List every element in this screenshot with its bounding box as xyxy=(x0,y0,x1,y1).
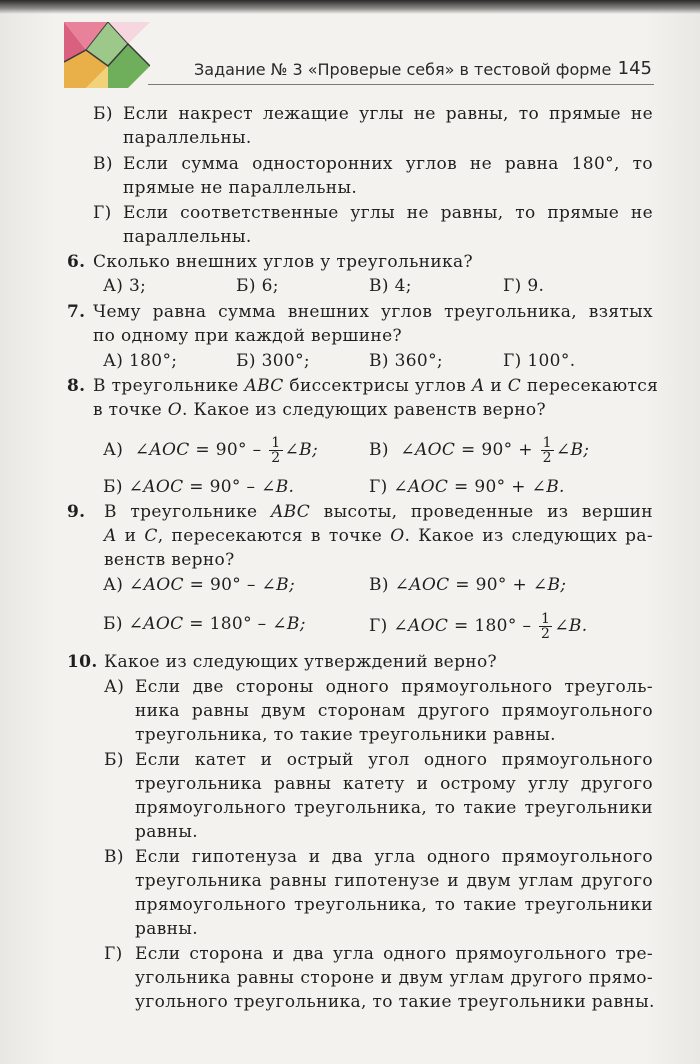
answer-option-v: В) 4; xyxy=(369,276,412,296)
option-text: угольника равны стороне и двум углам другого прямо- xyxy=(135,968,653,988)
answer-option-a: А) ∠AOC = 90° – ∠B; xyxy=(103,575,296,595)
question-number: 9. xyxy=(67,502,86,522)
answer-option-b: Б) ∠AOC = 180° – ∠B; xyxy=(103,614,306,634)
answer-option-a: А) ∠AOC = 90° – $\frac{1}{2}$ ∠B; xyxy=(103,435,319,466)
question-text: Сколько внешних углов у треугольника? xyxy=(93,252,473,272)
option-label: А) xyxy=(104,677,125,697)
section-logo-icon xyxy=(64,22,150,88)
option-text: угольного треугольника, то такие треугольники равны. xyxy=(135,992,655,1012)
answer-option-v: В) ∠AOC = 90° + ∠B; xyxy=(369,575,567,595)
option-text: Если накрест лежащие углы не равны, то прямые не xyxy=(123,104,653,124)
option-text: прямые не параллельны. xyxy=(123,178,358,198)
option-text: параллельны. xyxy=(123,128,252,148)
page-number: 145 xyxy=(617,58,652,79)
answer-option-a: А) 3; xyxy=(103,276,147,296)
fraction: $\frac{1}{2}$ xyxy=(541,611,551,642)
option-label: Б) xyxy=(104,750,124,770)
option-text: треугольника равны катету и острому углу другого xyxy=(135,774,653,794)
option-text: треугольника равны гипотенузе и двум углам другого xyxy=(135,871,653,891)
question-number: 6. xyxy=(67,252,86,272)
option-text: Если катет и острый угол одного прямоугольного xyxy=(135,750,653,770)
question-text: В треугольнике ABC высоты, проведенные из вершин xyxy=(104,502,653,522)
option-text: равны. xyxy=(135,919,198,939)
page-header xyxy=(148,58,654,85)
question-text: В треугольнике ABC биссектрисы углов A и C пересекаются xyxy=(93,376,659,396)
option-text: параллельны. xyxy=(123,227,252,247)
answer-option-v: В) 360°; xyxy=(369,351,444,371)
option-label: Б) xyxy=(93,104,113,124)
option-text: Если сумма односторонних углов не равна 180°, то xyxy=(123,154,653,174)
top-edge-shadow xyxy=(0,0,700,14)
question-text: в точке O. Какое из следующих равенств верно? xyxy=(93,400,546,420)
question-number: 7. xyxy=(67,302,86,322)
fraction: $\frac{1}{2}$ xyxy=(542,435,552,466)
answer-option-g: Г) 100°. xyxy=(503,351,576,371)
answer-option-a: А) 180°; xyxy=(103,351,178,371)
option-text: Если гипотенуза и два угла одного прямоугольного xyxy=(135,847,653,867)
question-text: по одному при каждой вершине? xyxy=(93,326,402,346)
fraction: $\frac{1}{2}$ xyxy=(271,435,281,466)
option-text: Если соответственные углы не равны, то прямые не xyxy=(123,203,653,223)
answer-option-b: Б) 6; xyxy=(236,276,279,296)
answer-option-g: Г) 9. xyxy=(503,276,545,296)
option-label: В) xyxy=(93,154,113,174)
option-label: Г) xyxy=(93,203,112,223)
option-text: треугольника, то такие треугольники равны. xyxy=(135,725,556,745)
answer-option-g: Г) ∠AOC = 180° – $\frac{1}{2}$ ∠B. xyxy=(369,611,588,642)
answer-option-g: Г) ∠AOC = 90° + ∠B. xyxy=(369,477,565,497)
question-number: 8. xyxy=(67,376,86,396)
answer-option-b: Б) ∠AOC = 90° – ∠B. xyxy=(103,477,295,497)
header-title: Задание № 3 «Проверые себя» в тестовой форме xyxy=(194,60,612,79)
option-text: прямоугольного треугольника, то такие треугольники xyxy=(135,895,653,915)
answer-option-b: Б) 300°; xyxy=(236,351,311,371)
question-text: A и C, пересекаются в точке O. Какое из следующих ра- xyxy=(104,526,653,546)
option-text: Если сторона и два угла одного прямоугольного тре- xyxy=(135,944,653,964)
option-text: ника равны двум сторонам другого прямоугольного xyxy=(135,701,653,721)
question-text: Чему равна сумма внешних углов треугольника, взятых xyxy=(93,302,653,322)
option-text: Если две стороны одного прямоугольного треуголь- xyxy=(135,677,653,697)
question-number: 10. xyxy=(67,652,98,672)
question-text: венств верно? xyxy=(104,550,235,570)
option-text: равны. xyxy=(135,822,198,842)
option-text: прямоугольного треугольника, то такие треугольники xyxy=(135,798,653,818)
answer-option-v: В) ∠AOC = 90° + $\frac{1}{2}$ ∠B; xyxy=(369,435,590,466)
option-label: Г) xyxy=(104,944,123,964)
question-text: Какое из следующих утверждений верно? xyxy=(104,652,498,672)
option-label: В) xyxy=(104,847,124,867)
